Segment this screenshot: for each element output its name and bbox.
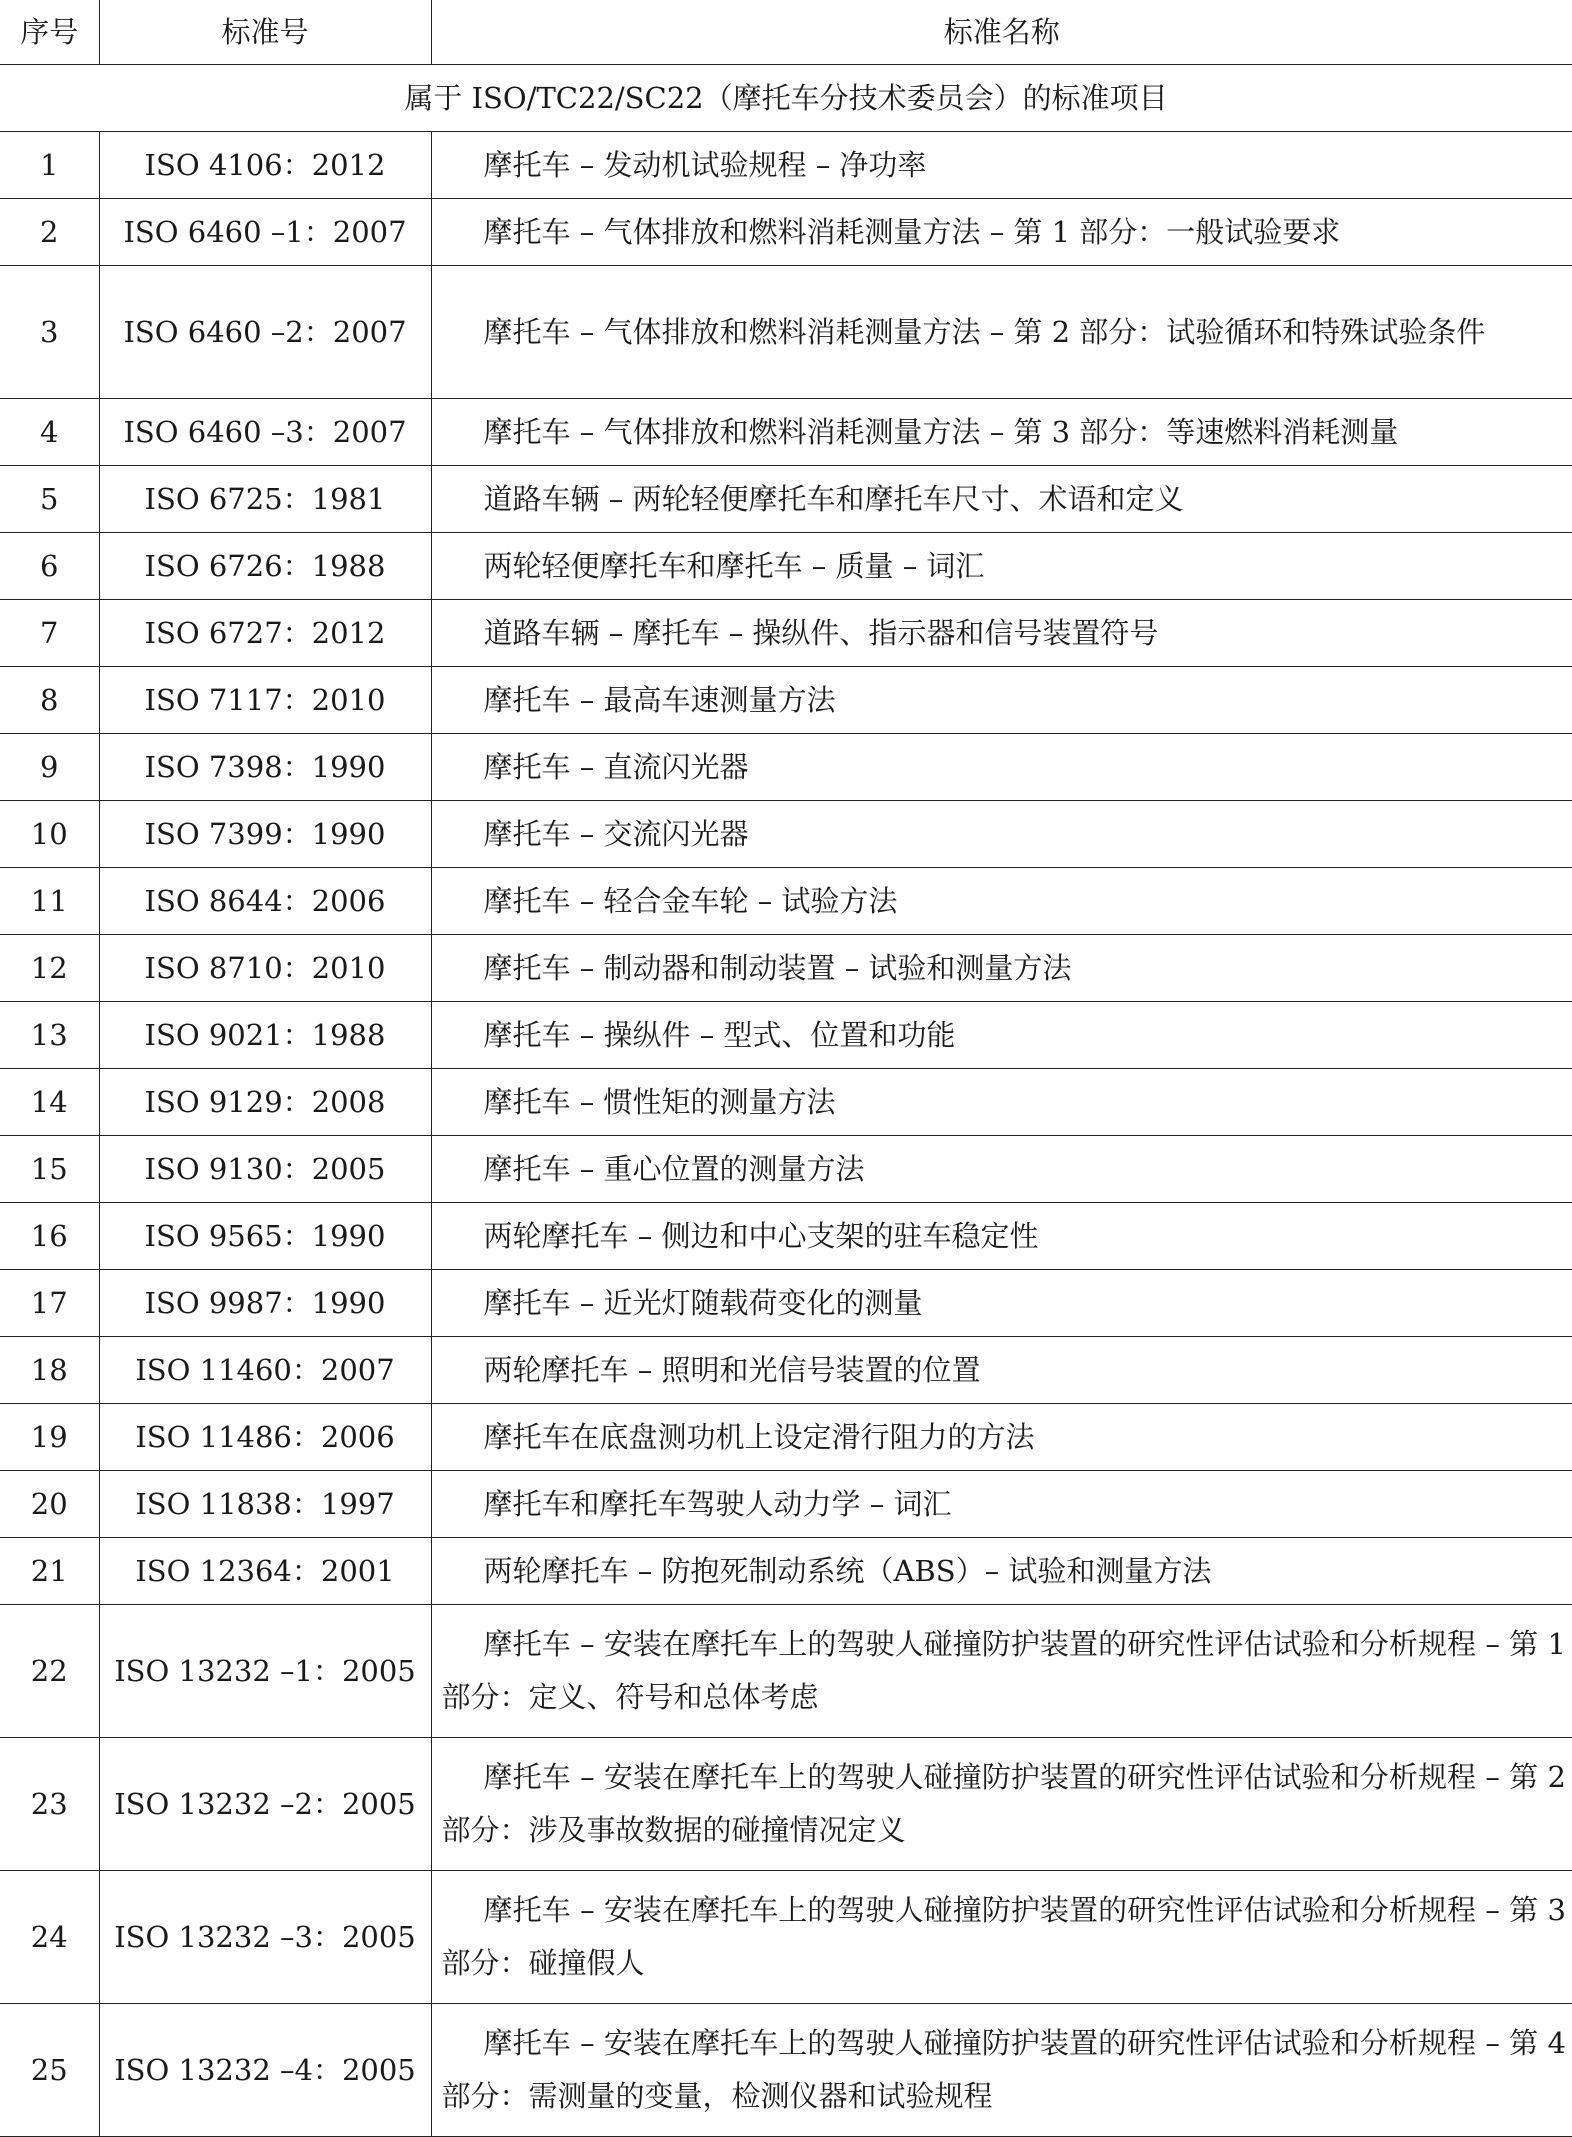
row-number: 18: [0, 1337, 99, 1404]
standard-name: 摩托车 – 气体排放和燃料消耗测量方法 – 第 2 部分：试验循环和特殊试验条件: [431, 266, 1572, 399]
row-number: 1: [0, 132, 99, 199]
row-number: 23: [0, 1738, 99, 1871]
table-row: [0, 1471, 1572, 1538]
row-number: 8: [0, 667, 99, 734]
standard-code: ISO 7398：1990: [99, 734, 431, 801]
row-number: 19: [0, 1404, 99, 1471]
row-number: 6: [0, 533, 99, 600]
row-number: 7: [0, 600, 99, 667]
standard-code: ISO 7399：1990: [99, 801, 431, 868]
table-row: [0, 868, 1572, 935]
table-row: [0, 132, 1572, 199]
table-row: [0, 1203, 1572, 1270]
header-code: 标准号: [99, 0, 431, 65]
table-row: [0, 199, 1572, 266]
row-number: 9: [0, 734, 99, 801]
standard-name: 摩托车和摩托车驾驶人动力学 – 词汇: [431, 1471, 1572, 1538]
row-number: 24: [0, 1871, 99, 2004]
standard-name: 摩托车 – 惯性矩的测量方法: [431, 1069, 1572, 1136]
table-row: [0, 1337, 1572, 1404]
table-row: [0, 1136, 1572, 1203]
standard-code: ISO 6725：1981: [99, 466, 431, 533]
standard-code: ISO 11460：2007: [99, 1337, 431, 1404]
table-row: [0, 2004, 1572, 2137]
row-number: 5: [0, 466, 99, 533]
row-number: 22: [0, 1605, 99, 1738]
standard-name: 摩托车 – 气体排放和燃料消耗测量方法 – 第 3 部分：等速燃料消耗测量: [431, 399, 1572, 466]
standard-code: ISO 11838：1997: [99, 1471, 431, 1538]
standard-code: ISO 6460 –3：2007: [99, 399, 431, 466]
header-row: [0, 0, 1572, 65]
standard-code: ISO 13232 –3：2005: [99, 1871, 431, 2004]
standard-name: 两轮摩托车 – 防抱死制动系统（ABS）– 试验和测量方法: [431, 1538, 1572, 1605]
standard-name: 摩托车 – 重心位置的测量方法: [431, 1136, 1572, 1203]
standard-code: ISO 9565：1990: [99, 1203, 431, 1270]
standard-name: 两轮轻便摩托车和摩托车 – 质量 – 词汇: [431, 533, 1572, 600]
standard-name: 摩托车 – 制动器和制动装置 – 试验和测量方法: [431, 935, 1572, 1002]
table-row: [0, 1538, 1572, 1605]
row-number: 15: [0, 1136, 99, 1203]
table-row: [0, 1069, 1572, 1136]
standard-name: 摩托车 – 安装在摩托车上的驾驶人碰撞防护装置的研究性评估试验和分析规程 – 第 1 部分：定义、符号和总体考虑: [431, 1605, 1572, 1738]
standard-code: ISO 12364：2001: [99, 1538, 431, 1605]
standard-code: ISO 9021：1988: [99, 1002, 431, 1069]
standard-name: 两轮摩托车 – 侧边和中心支架的驻车稳定性: [431, 1203, 1572, 1270]
row-number: 13: [0, 1002, 99, 1069]
standard-code: ISO 9987：1990: [99, 1270, 431, 1337]
table-row: [0, 533, 1572, 600]
row-number: 3: [0, 266, 99, 399]
standard-code: ISO 9129：2008: [99, 1069, 431, 1136]
standard-code: ISO 7117：2010: [99, 667, 431, 734]
row-number: 25: [0, 2004, 99, 2137]
standard-name: 道路车辆 – 两轮轻便摩托车和摩托车尺寸、术语和定义: [431, 466, 1572, 533]
table-row: [0, 466, 1572, 533]
row-number: 14: [0, 1069, 99, 1136]
standard-code: ISO 6460 –2：2007: [99, 266, 431, 399]
standard-name: 摩托车 – 安装在摩托车上的驾驶人碰撞防护装置的研究性评估试验和分析规程 – 第 4 部分：需测量的变量，检测仪器和试验规程: [431, 2004, 1572, 2137]
standard-code: ISO 13232 –2：2005: [99, 1738, 431, 1871]
row-number: 10: [0, 801, 99, 868]
standard-code: ISO 8710：2010: [99, 935, 431, 1002]
standard-code: ISO 13232 –1：2005: [99, 1605, 431, 1738]
standard-code: ISO 4106：2012: [99, 132, 431, 199]
row-number: 2: [0, 199, 99, 266]
row-number: 4: [0, 399, 99, 466]
table-row: [0, 1270, 1572, 1337]
section-title: 属于 ISO/TC22/SC22（摩托车分技术委员会）的标准项目: [0, 65, 1572, 132]
standard-name: 摩托车在底盘测功机上设定滑行阻力的方法: [431, 1404, 1572, 1471]
standard-code: ISO 13232 –4：2005: [99, 2004, 431, 2137]
standard-code: ISO 11486：2006: [99, 1404, 431, 1471]
table-row: [0, 266, 1572, 399]
table-row: [0, 399, 1572, 466]
header-name: 标准名称: [431, 0, 1572, 65]
row-number: 16: [0, 1203, 99, 1270]
standard-name: 两轮摩托车 – 照明和光信号装置的位置: [431, 1337, 1572, 1404]
standard-name: 摩托车 – 气体排放和燃料消耗测量方法 – 第 1 部分：一般试验要求: [431, 199, 1572, 266]
section-row: [0, 65, 1572, 132]
standard-name: 摩托车 – 安装在摩托车上的驾驶人碰撞防护装置的研究性评估试验和分析规程 – 第 3 部分：碰撞假人: [431, 1871, 1572, 2004]
standard-name: 摩托车 – 操纵件 – 型式、位置和功能: [431, 1002, 1572, 1069]
row-number: 20: [0, 1471, 99, 1538]
table-row: [0, 1871, 1572, 2004]
table-row: [0, 1605, 1572, 1738]
table-row: [0, 600, 1572, 667]
row-number: 21: [0, 1538, 99, 1605]
standard-name: 摩托车 – 近光灯随载荷变化的测量: [431, 1270, 1572, 1337]
table-row: [0, 1738, 1572, 1871]
row-number: 12: [0, 935, 99, 1002]
row-number: 17: [0, 1270, 99, 1337]
standard-name: 摩托车 – 直流闪光器: [431, 734, 1572, 801]
standard-name: 摩托车 – 最高车速测量方法: [431, 667, 1572, 734]
table-row: [0, 935, 1572, 1002]
table-row: [0, 1404, 1572, 1471]
standard-name: 道路车辆 – 摩托车 – 操纵件、指示器和信号装置符号: [431, 600, 1572, 667]
standard-code: ISO 6726：1988: [99, 533, 431, 600]
standard-name: 摩托车 – 轻合金车轮 – 试验方法: [431, 868, 1572, 935]
table-row: [0, 801, 1572, 868]
table-row: [0, 667, 1572, 734]
standard-code: ISO 9130：2005: [99, 1136, 431, 1203]
header-no: 序号: [0, 0, 99, 65]
standard-code: ISO 8644：2006: [99, 868, 431, 935]
standard-name: 摩托车 – 安装在摩托车上的驾驶人碰撞防护装置的研究性评估试验和分析规程 – 第 2 部分：涉及事故数据的碰撞情况定义: [431, 1738, 1572, 1871]
standard-name: 摩托车 – 交流闪光器: [431, 801, 1572, 868]
table-row: [0, 734, 1572, 801]
standard-code: ISO 6460 –1：2007: [99, 199, 431, 266]
row-number: 11: [0, 868, 99, 935]
table-row: [0, 1002, 1572, 1069]
standard-name: 摩托车 – 发动机试验规程 – 净功率: [431, 132, 1572, 199]
standard-code: ISO 6727：2012: [99, 600, 431, 667]
